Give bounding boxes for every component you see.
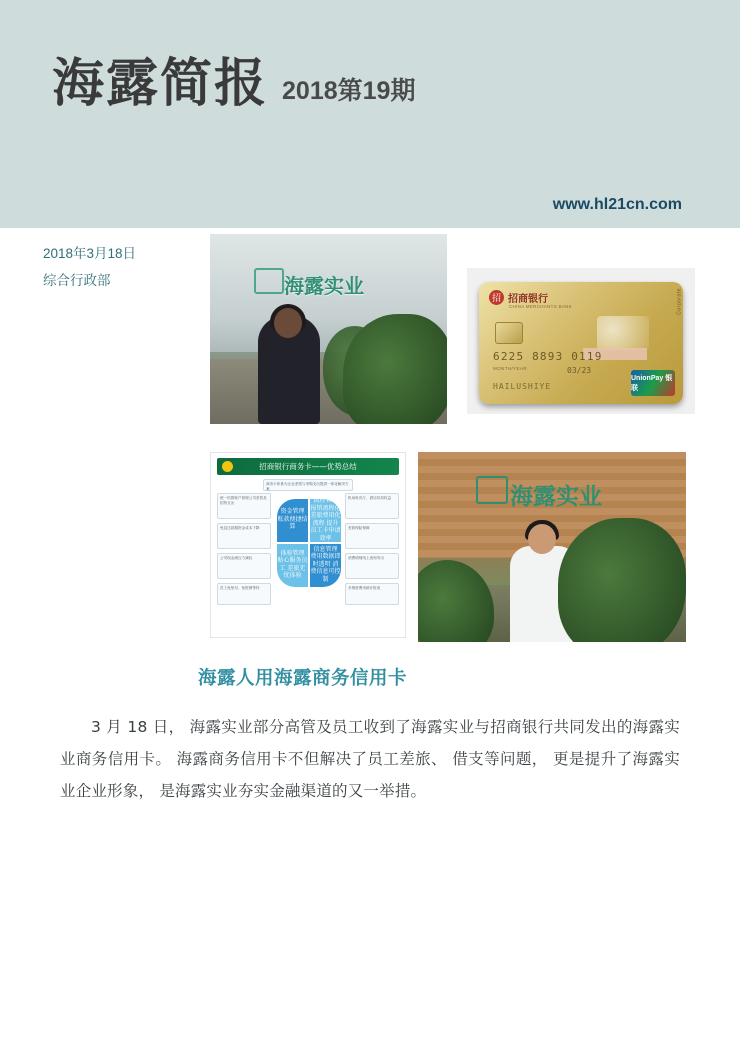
slide-note: 消费明细线上查询导出 [345,553,399,579]
plant-icon [558,518,686,642]
slide-note: 公司现金流压力减轻 [217,553,271,579]
plant-icon [343,314,447,424]
photo-presentation-slide [210,452,406,638]
person-head [528,524,556,554]
meta-column [43,240,193,294]
company-logo-icon [476,476,508,504]
article-title: 海露人用海露商务信用卡 [198,668,408,689]
bank-name: 招商银行 [508,294,548,305]
bank-mark-icon: 招 [489,290,504,305]
photo-office-man [418,452,686,642]
article-body: 3 月 18 日， 海露实业部分高管及员工收到了海露实业与招商银行共同发出的海露实业商务信用卡。 海露商务信用卡不但解决了员工差旅、 借支等问题， 更是提升了海露实业企业形象， 是海露实业夯实金融渠道的又一举措。 [60,718,680,800]
slide-quadrant-chart [277,499,341,589]
slide-note: 差旅保险保障 [345,523,399,549]
slide-quadrant: 信息管理 费用数据即时透明 消费信息可控制 [310,544,341,587]
person-head [274,308,302,338]
slide-quadrant: 资金管理 账款便捷结算 [277,499,308,542]
masthead [52,54,416,114]
slide-badge-icon [222,461,233,472]
department-label: 综合行政部 [43,273,111,288]
wall-logo-text: 海露实业 [510,484,602,510]
website-url: www.hl21cn.com [552,196,682,213]
wall-logo-text: 海露实业 [284,274,364,298]
slide-note: 免息还款期资金成本下降 [217,523,271,549]
card-holder-name: HAILUSHIYE [493,382,552,391]
issue-label: 2018第19期 [282,77,416,105]
company-logo-icon [254,268,284,294]
slide-note: 员工免垫付、免报销等待 [217,583,271,605]
card-expiry-value: 03/23 [567,366,592,375]
page-title: 海露简报 [52,54,269,114]
slide-note: 统一结算账户管理公司差旅及招待支出 [217,493,271,519]
slide-quadrant: 流程管理 报销流程化 差旅费用化流程 提升员工卡申请效率 [310,498,341,542]
bank-name-english: CHINA MERCHANTS BANK [509,304,573,309]
publish-date: 2018年3月18日 [43,246,137,261]
plant-icon [418,560,494,642]
header-band [0,0,740,228]
slide-note: 机场贵宾厅、酒店折扣权益 [345,493,399,519]
slide-title: 招商银行商务卡——优势总结 [259,462,357,471]
slide-title-bar [217,458,399,475]
bank-logo [489,290,548,305]
credit-card-face [479,282,683,404]
unionpay-logo-icon: UnionPay 银联 [631,370,675,396]
card-corporate-label: Corporate [677,288,683,315]
slide-top-note: 商务卡体系为企业差旅与采购支出提供一体化解决方案 [263,479,353,491]
card-chip-icon [495,322,523,344]
slide-note: 多维度费用统计报表 [345,583,399,605]
photo-office-lady [210,234,447,424]
slide-quadrant: 体验管理 贴心服务员工 差旅无忧体验 [277,544,308,587]
photo-credit-card [467,268,695,414]
card-expiry-label: MONTH/YEAR [493,366,528,371]
card-hologram [597,316,649,350]
card-number: 6225 8893 0119 [493,350,603,363]
